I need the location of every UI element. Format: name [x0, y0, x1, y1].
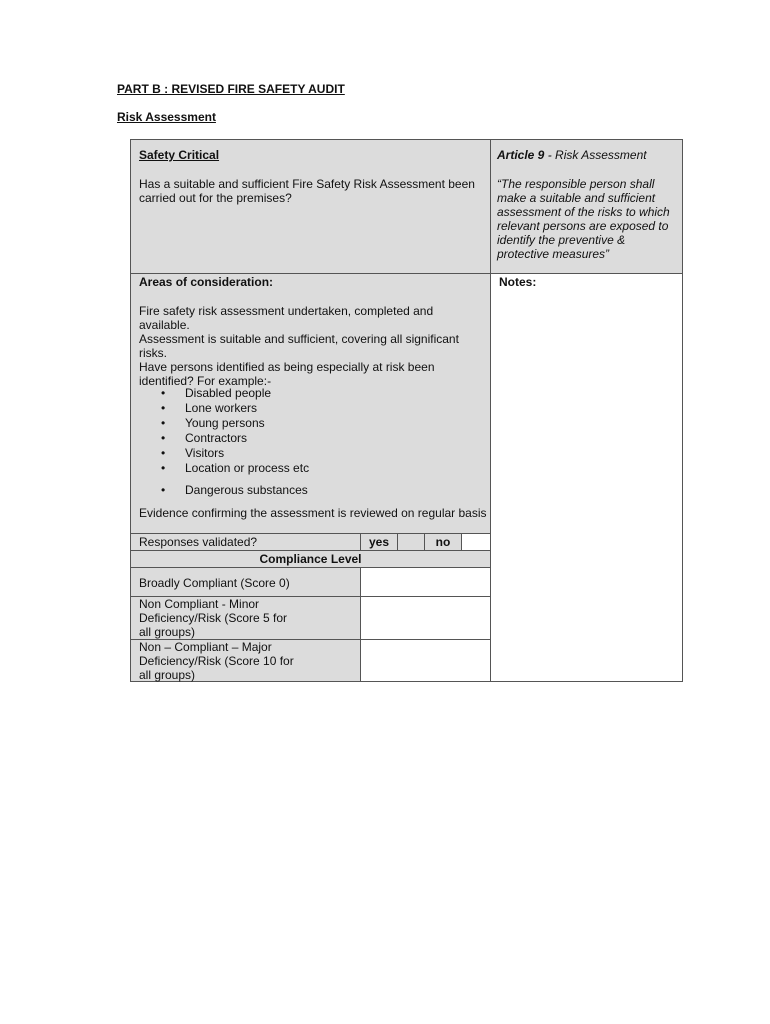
compliance-level-input[interactable] [360, 567, 491, 597]
notes-label: Notes: [499, 275, 537, 289]
list-item: • Lone workers [139, 401, 469, 416]
area-para-2: Assessment is suitable and sufficient, covering all significant risks. [139, 332, 459, 360]
areas-title: Areas of consideration: [139, 275, 274, 289]
list-item: • Contractors [139, 431, 469, 446]
article-heading [497, 148, 679, 162]
section-heading: Risk Assessment [117, 110, 216, 124]
compliance-header-cell [130, 550, 491, 568]
compliance-header: Compliance Level [259, 552, 362, 566]
article-cell [490, 139, 683, 274]
risk-assessment-question: Has a suitable and sufficient Fire Safety Risk Assessment been carried out for the premises? [139, 177, 475, 205]
no-label-cell [424, 533, 462, 551]
compliance-level-input[interactable] [360, 639, 491, 682]
page-heading: PART B : REVISED FIRE SAFETY AUDIT [117, 82, 345, 96]
extra-list [139, 483, 469, 498]
list-item: • Disabled people [139, 386, 469, 401]
compliance-level-label: Non – Compliant – Major Deficiency/Risk (Score 10 for all groups) [139, 640, 294, 682]
article-title: - Risk Assessment [544, 148, 647, 162]
compliance-level-label: Non Compliant - Minor Deficiency/Risk (Score 5 for all groups) [139, 597, 288, 639]
no-label: no [435, 535, 451, 549]
areas-of-consideration-cell [130, 273, 491, 534]
responses-label-cell [130, 533, 361, 551]
at-risk-list [139, 386, 469, 476]
yes-checkbox[interactable] [397, 533, 425, 551]
compliance-level-label: Broadly Compliant (Score 0) [139, 576, 290, 590]
no-checkbox[interactable] [461, 533, 491, 551]
yes-label: yes [368, 535, 390, 549]
list-item: • Location or process etc [139, 461, 469, 476]
compliance-level-input[interactable] [360, 596, 491, 640]
article-number: Article 9 [497, 148, 545, 162]
safety-critical-title: Safety Critical [139, 148, 220, 162]
evidence-text: Evidence confirming the assessment is reviewed on regular basis [139, 506, 487, 520]
area-para-3: Have persons identified as being especially at risk been identified? For example:- [139, 360, 435, 388]
compliance-level-cell [130, 639, 361, 682]
list-item: • Dangerous substances [139, 483, 469, 498]
area-para-1: Fire safety risk assessment undertaken, completed and available. [139, 304, 434, 332]
list-item: • Young persons [139, 416, 469, 431]
compliance-level-cell [130, 596, 361, 640]
responses-label: Responses validated? [139, 535, 258, 549]
yes-label-cell [360, 533, 398, 551]
notes-cell[interactable] [490, 273, 683, 682]
safety-critical-cell [130, 139, 491, 274]
article-quote: “The responsible person shall make a suitable and sufficient assessment of the risks to which relevant persons are exposed to identify the preventive & protective measures” [497, 177, 670, 261]
list-item: • Visitors [139, 446, 469, 461]
compliance-level-cell [130, 567, 361, 597]
